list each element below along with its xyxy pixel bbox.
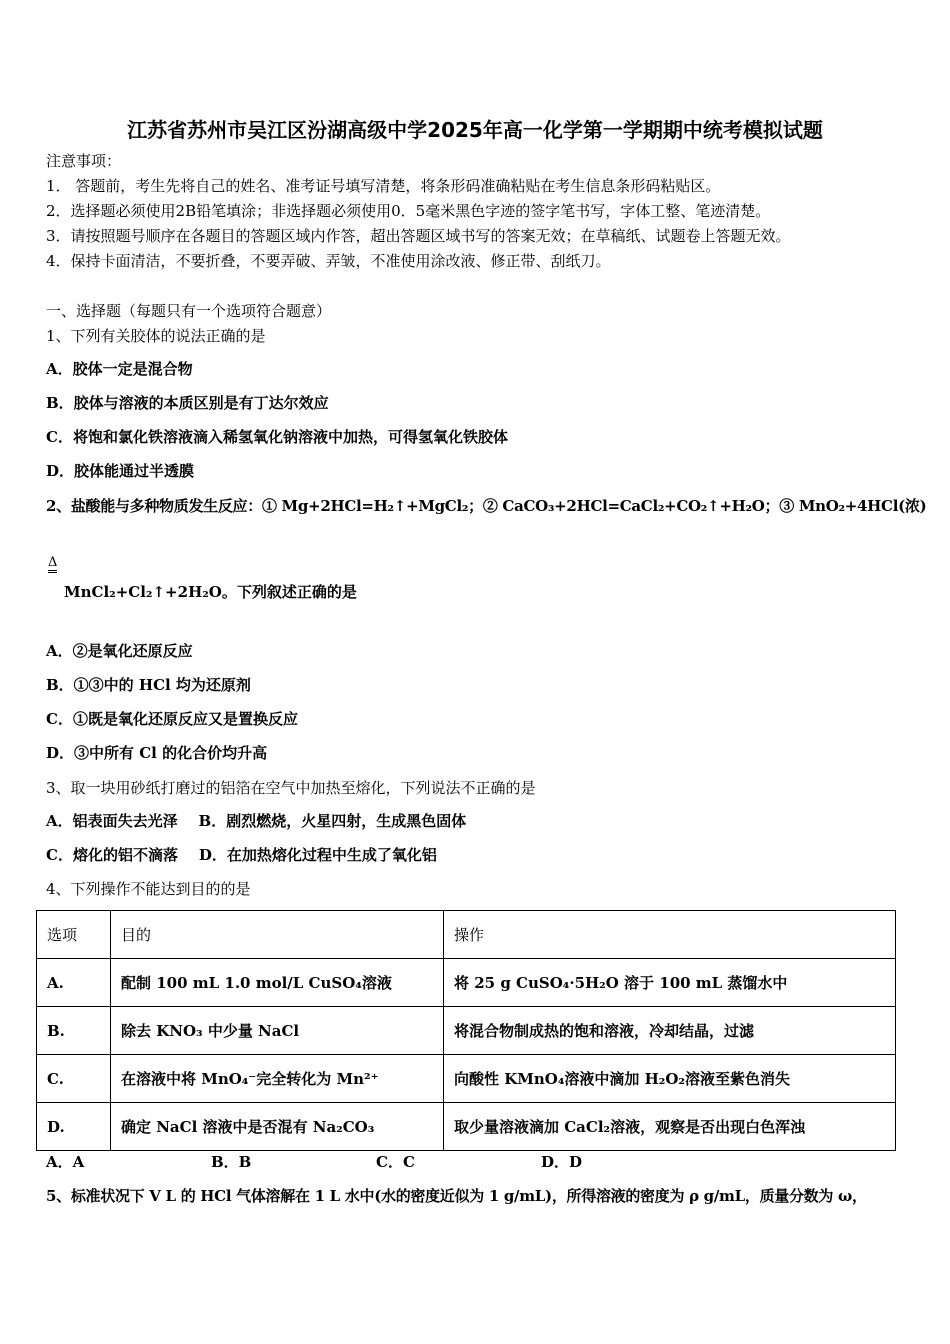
- table-cell: 将混合物制成热的饱和溶液，冷却结晶，过滤: [444, 1007, 896, 1055]
- question-3-stem: 3、取一块用砂纸打磨过的铝箔在空气中加热至熔化，下列说法不正确的是: [46, 779, 536, 797]
- question-2-option: B．①③中的 HCl 均为还原剂: [46, 676, 251, 694]
- heat-symbol: Δ: [48, 556, 57, 573]
- note-item: 3．请按照题号顺序在各题目的答题区域内作答，超出答题区域书写的答案无效；在草稿纸、试题卷上答题无效。: [46, 227, 791, 245]
- section-heading: 一、选择题（每题只有一个选项符合题意）: [46, 302, 332, 320]
- header-cell: 目的: [111, 911, 444, 959]
- table-cell: D.: [37, 1103, 111, 1151]
- answer-option: B．B: [211, 1153, 252, 1171]
- table-cell: A.: [37, 959, 111, 1007]
- question-4-answers: [46, 1152, 706, 1172]
- table-row: [37, 959, 896, 1007]
- question-3-options: C．熔化的铝不滴落 D．在加热熔化过程中生成了氧化铝: [46, 846, 437, 864]
- question-2-option: C．①既是氧化还原反应又是置换反应: [46, 710, 298, 728]
- table-cell: 配制 100 mL 1.0 mol/L CuSO₄溶液: [111, 959, 444, 1007]
- table-cell: C.: [37, 1055, 111, 1103]
- table-cell: 将 25 g CuSO₄·5H₂O 溶于 100 mL 蒸馏水中: [444, 959, 896, 1007]
- table-cell: B.: [37, 1007, 111, 1055]
- table-cell: 在溶液中将 MnO₄⁻完全转化为 Mn²⁺: [111, 1055, 444, 1103]
- table-cell: 向酸性 KMnO₄溶液中滴加 H₂O₂溶液至紫色消失: [444, 1055, 896, 1103]
- answer-option: D．D: [541, 1153, 583, 1171]
- question-4-table: [36, 910, 896, 1151]
- question-3-options: A．铝表面失去光泽 B．剧烈燃烧，火星四射，生成黑色固体: [46, 812, 467, 830]
- page-title: 江苏省苏州市吴江区汾湖高级中学2025年高一化学第一学期期中统考模拟试题: [127, 118, 823, 142]
- question-1-option: D．胶体能通过半透膜: [46, 462, 195, 480]
- question-1-option: A．胶体一定是混合物: [46, 360, 193, 378]
- table-row: [37, 1103, 896, 1151]
- table-cell: 除去 KNO₃ 中少量 NaCl: [111, 1007, 444, 1055]
- question-4-stem: 4、下列操作不能达到目的的是: [46, 880, 251, 898]
- note-item: 2．选择题必须使用2B铅笔填涂；非选择题必须使用0．5毫米黑色字迹的签字笔书写，字体工整、笔迹清楚。: [46, 202, 771, 220]
- table-header-row: [37, 911, 896, 959]
- question-1-option: C．将饱和氯化铁溶液滴入稀氢氧化钠溶液中加热，可得氢氧化铁胶体: [46, 428, 508, 446]
- note-item: 4．保持卡面清洁，不要折叠，不要弄破、弄皱，不准使用涂改液、修正带、刮纸刀。: [46, 252, 611, 270]
- table-cell: 取少量溶液滴加 CaCl₂溶液，观察是否出现白色浑浊: [444, 1103, 896, 1151]
- question-2-option: A．②是氧化还原反应: [46, 642, 193, 660]
- header-cell: 选项: [37, 911, 111, 959]
- answer-option: A．A: [46, 1153, 85, 1171]
- question-1-option: B．胶体与溶液的本质区别是有丁达尔效应: [46, 394, 329, 412]
- question-1-stem: 1、下列有关胶体的说法正确的是: [46, 327, 266, 345]
- note-item: 1． 答题前，考生先将自己的姓名、准考证号填写清楚，将条形码准确粘贴在考生信息条形码粘贴区。: [46, 177, 721, 195]
- notes-heading: 注意事项：: [46, 152, 122, 170]
- question-2-option: D．③中所有 Cl 的化合价均升高: [46, 744, 268, 762]
- question-2-continuation: MnCl₂+Cl₂↑+2H₂O。下列叙述正确的是: [64, 583, 357, 601]
- question-5-stem: 5、标准状况下 V L 的 HCl 气体溶解在 1 L 水中(水的密度近似为 1 g/mL)，所得溶液的密度为 ρ g/mL，质量分数为 ω，: [46, 1187, 867, 1205]
- table-row: [37, 1055, 896, 1103]
- answer-option: C．C: [376, 1153, 415, 1171]
- question-2-stem: 2、盐酸能与多种物质发生反应：① Mg+2HCl=H₂↑+MgCl₂；② CaCO₃+2HCl=CaCl₂+CO₂↑+H₂O；③ MnO₂+4HCl(浓): [46, 497, 927, 515]
- header-cell: 操作: [444, 911, 896, 959]
- table-cell: 确定 NaCl 溶液中是否混有 Na₂CO₃: [111, 1103, 444, 1151]
- table-row: [37, 1007, 896, 1055]
